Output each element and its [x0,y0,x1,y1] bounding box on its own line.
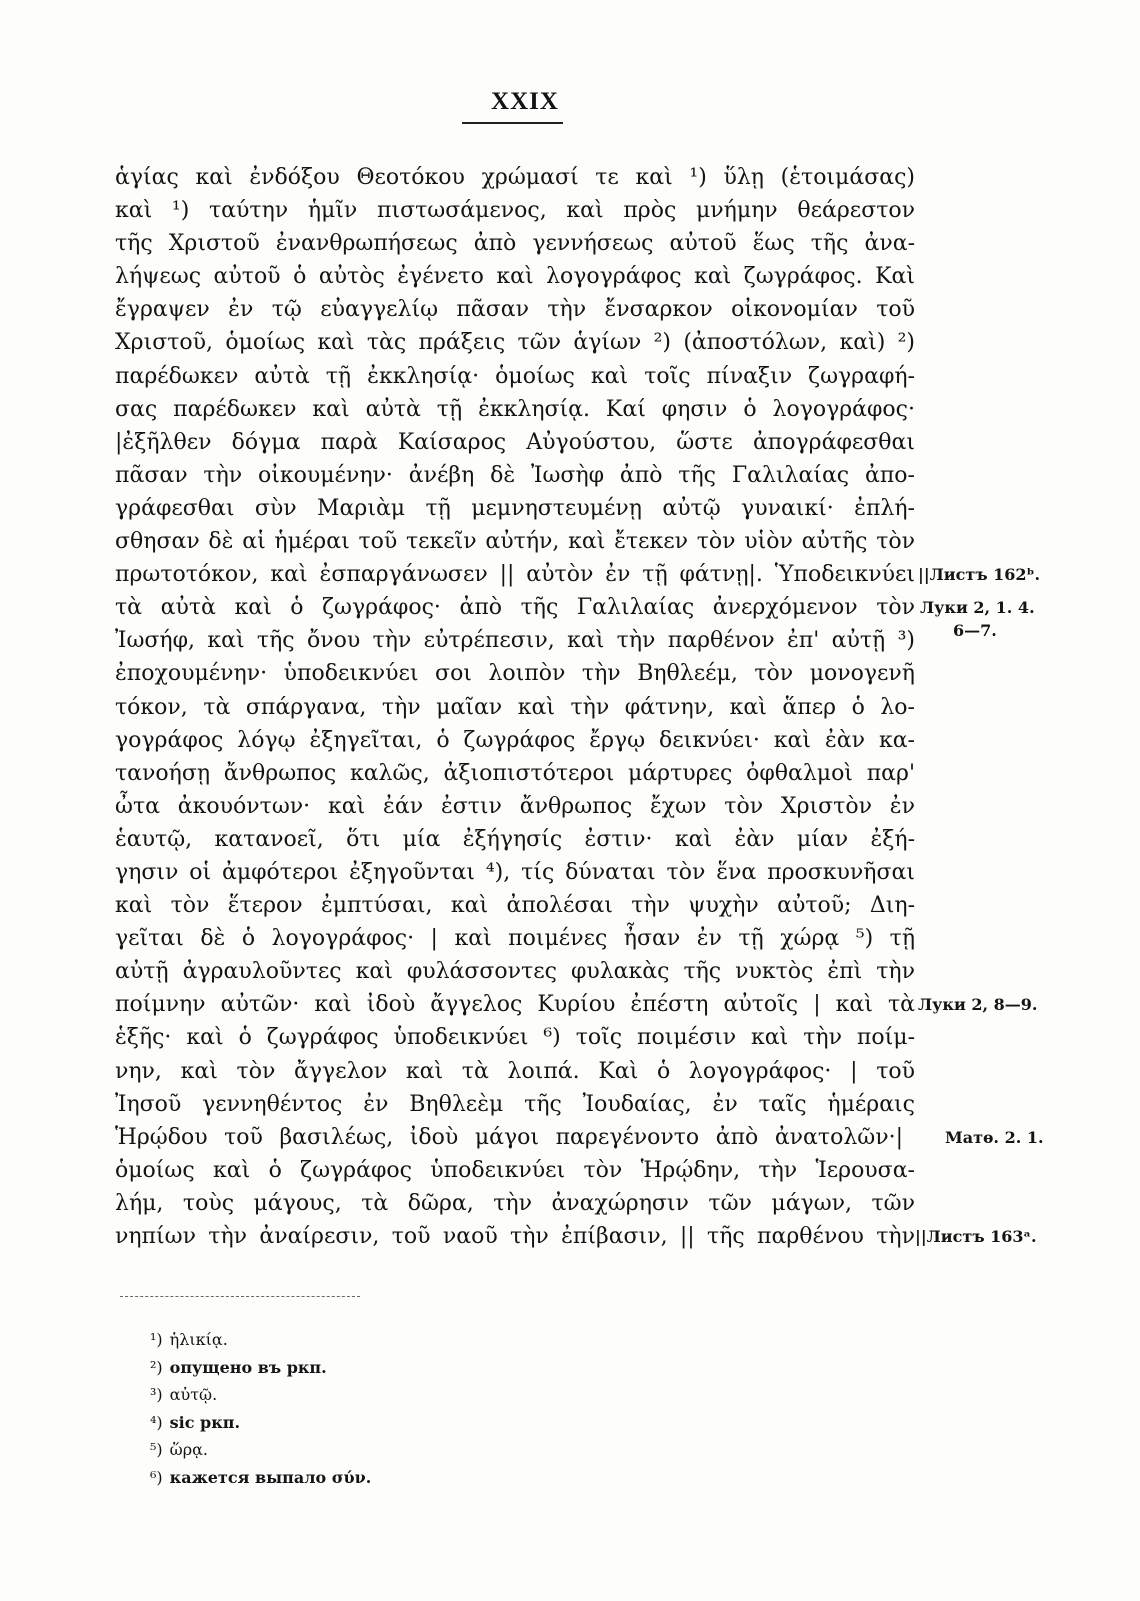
footnote [150,1381,371,1409]
footnote-text: ὥρᾳ. [169,1440,208,1459]
footnote-marker: ²) [150,1357,163,1377]
text-line: Ἰωσήφ, καὶ τῆς ὄνου τὴν εὐτρέπεσιν, καὶ τὴν παρθένον ἐπ' αὐτῇ ³) [115,628,915,654]
text-line: ἁγίας καὶ ἐνδόξου Θεοτόκου χρώμασί τε καὶ ¹) ὕλῃ (ἑτοιμάσας) [115,165,915,190]
footnote [150,1409,371,1437]
text-line: λήμ, τοὺς μάγους, τὰ δῶρα, τὴν ἀναχώρησιν τῶν μάγων, τῶν [115,1190,915,1216]
header-rule [462,122,563,124]
text-line: αὐτῇ ἀγραυλοῦντες καὶ φυλάσσοντες φυλακὰς τῆς νυκτὸς ἐπὶ τὴν [115,959,915,985]
footnote-text: кажется выпало σύν. [169,1467,372,1487]
text-line: ἑαυτῷ, κατανοεῖ, ὅτι μία ἐξήγησίς ἐστιν· καὶ ἐὰν μίαν ἐξή- [115,826,915,852]
text-line: ἔγραψεν ἐν τῷ εὐαγγελίῳ πᾶσαν τὴν ἔνσαρκον οἰκονομίαν τοῦ [115,297,915,323]
text-line: Χριστοῦ, ὁμοίως καὶ τὰς πράξεις τῶν ἁγίων ²) (ἀποστόλων, καὶ) ²) [115,330,915,356]
footnotes [150,1326,371,1491]
footnote-marker: ⁶) [150,1467,163,1487]
footnote [150,1464,371,1492]
text-line: ὦτα ἀκουόντων· καὶ ἐάν ἐστιν ἄνθρωπος ἔχων τὸν Χριστὸν ἐν [115,793,915,819]
footnote-text: sic ркп. [169,1412,241,1432]
text-line: πᾶσαν τὴν οἰκουμένην· ἀνέβη δὲ Ἰωσὴφ ἀπὸ τῆς Γαλιλαίας ἀπο- [115,462,915,488]
text-line: σας παρέδωκεν καὶ αὐτὰ τῇ ἐκκλησίᾳ. Καί φησιν ὁ λογογράφος· [115,396,915,422]
margin-note-folio: ||Листъ 163ᵃ. [915,1227,1037,1246]
text-line: γησιν οἱ ἀμφότεροι ἐξηγοῦνται ⁴), τίς δύναται τὸν ἕνα προσκυνῆσαι [115,859,915,885]
margin-note-reference: 6—7. [953,621,997,640]
text-line: σθησαν δὲ αἱ ἡμέραι τοῦ τεκεῖν αὐτήν, καὶ ἔτεκεν τὸν υἱὸν αὐτῆς τὸν [115,529,915,555]
footnote-marker: ⁴) [150,1412,163,1432]
text-line: ἑξῆς· καὶ ὁ ζωγράφος ὑποδεικνύει ⁶) τοῖς ποιμέσιν καὶ τὴν ποίμ- [115,1025,915,1051]
text-line: καὶ τὸν ἕτερον ἐμπτύσαι, καὶ ἀπολέσαι τὴν ψυχὴν αὐτοῦ; Διη- [115,893,915,919]
text-line: ποίμνην αὐτῶν· καὶ ἰδοὺ ἄγγελος Κυρίου ἐπέστη αὐτοῖς | καὶ τὰ [115,992,915,1018]
text-line: ἐποχουμένην· ὑποδεικνύει σοι λοιπὸν τὴν Βηθλεέμ, τὸν μονογενῆ [115,661,915,687]
text-line: τόκον, τὰ σπάργανα, τὴν μαῖαν καὶ τὴν φάτνην, καὶ ἅπερ ὁ λο- [115,694,915,720]
text-line: Ἡρῴδου τοῦ βασιλέως, ἰδοὺ μάγοι παρεγένοντο ἀπὸ ἀνατολῶν·| [115,1124,903,1150]
footnote-text: опущено въ ркп. [169,1357,327,1377]
text-line: νηπίων τὴν ἀναίρεσιν, τοῦ ναοῦ τὴν ἐπίβασιν, || τῆς παρθένου τὴν [115,1224,915,1249]
main-text [115,161,915,1253]
text-line: γεῖται δὲ ὁ λογογράφος· | καὶ ποιμένες ἦσαν ἐν τῇ χώρᾳ ⁵) τῇ [115,926,915,952]
footnote-marker: ³) [150,1385,163,1404]
text-line: λήψεως αὐτοῦ ὁ αὐτὸς ἐγένετο καὶ λογογράφος καὶ ζωγράφος. Καὶ [115,264,915,290]
footnote [150,1326,371,1354]
footnote-marker: ¹) [150,1330,163,1349]
text-line: παρέδωκεν αὐτὰ τῇ ἐκκλησίᾳ· ὁμοίως καὶ τοῖς πίναξιν ζωγραφή- [115,363,915,389]
text-line: καὶ ¹) ταύτην ἡμῖν πιστωσάμενος, καὶ πρὸς μνήμην θεάρεστον [115,198,915,224]
margin-note-folio: ||Листъ 162ᵇ. [918,565,1041,584]
footnote [150,1354,371,1382]
footnote-separator [120,1296,360,1297]
text-line: πρωτοτόκον, καὶ ἐσπαργάνωσεν || αὐτὸν ἐν τῇ φάτνῃ|. Ὑποδεικνύει [115,562,915,588]
footnote [150,1436,371,1464]
text-line: νην, καὶ τὸν ἄγγελον καὶ τὰ λοιπά. Καὶ ὁ λογογράφος· | τοῦ [115,1058,915,1084]
margin-note-reference: Луки 2, 8—9. [918,995,1038,1014]
margin-note-reference: Матѳ. 2. 1. [945,1128,1044,1147]
margin-note-reference: Луки 2, 1. 4. [920,598,1035,617]
text-line: |ἐξῆλθεν δόγμα παρὰ Καίσαρος Αὐγούστου, ὥστε ἀπογράφεσθαι [115,429,915,455]
text-line: τανοήσῃ ἄνθρωπος καλῶς, ἀξιοπιστότεροι μάρτυρες ὀφθαλμοὶ παρ' [115,760,915,786]
text-line: ὁμοίως καὶ ὁ ζωγράφος ὑποδεικνύει τὸν Ἡρῴδην, τὴν Ἱερουσα- [115,1157,915,1183]
footnote-text: ἡλικίᾳ. [169,1330,228,1349]
text-line: τὰ αὐτὰ καὶ ὁ ζωγράφος· ἀπὸ τῆς Γαλιλαίας ἀνερχόμενον τὸν [115,595,915,621]
footnote-text: αὐτῷ. [169,1385,218,1404]
text-line: τῆς Χριστοῦ ἐνανθρωπήσεως ἀπὸ γεννήσεως αὐτοῦ ἕως τῆς ἀνα- [115,231,915,257]
text-line: Ἰησοῦ γεννηθέντος ἐν Βηθλεὲμ τῆς Ἰουδαίας, ἐν ταῖς ἡμέραις [115,1091,915,1117]
footnote-marker: ⁵) [150,1440,163,1459]
text-line: γογράφος λόγῳ ἐξηγεῖται, ὁ ζωγράφος ἔργῳ δεικνύει· καὶ ἐὰν κα- [115,727,915,753]
text-line: γράφεσθαι σὺν Μαριὰμ τῇ μεμνηστευμένῃ αὐτῷ γυναικί· ἐπλή- [115,495,915,521]
page-number: XXIX [491,88,559,115]
